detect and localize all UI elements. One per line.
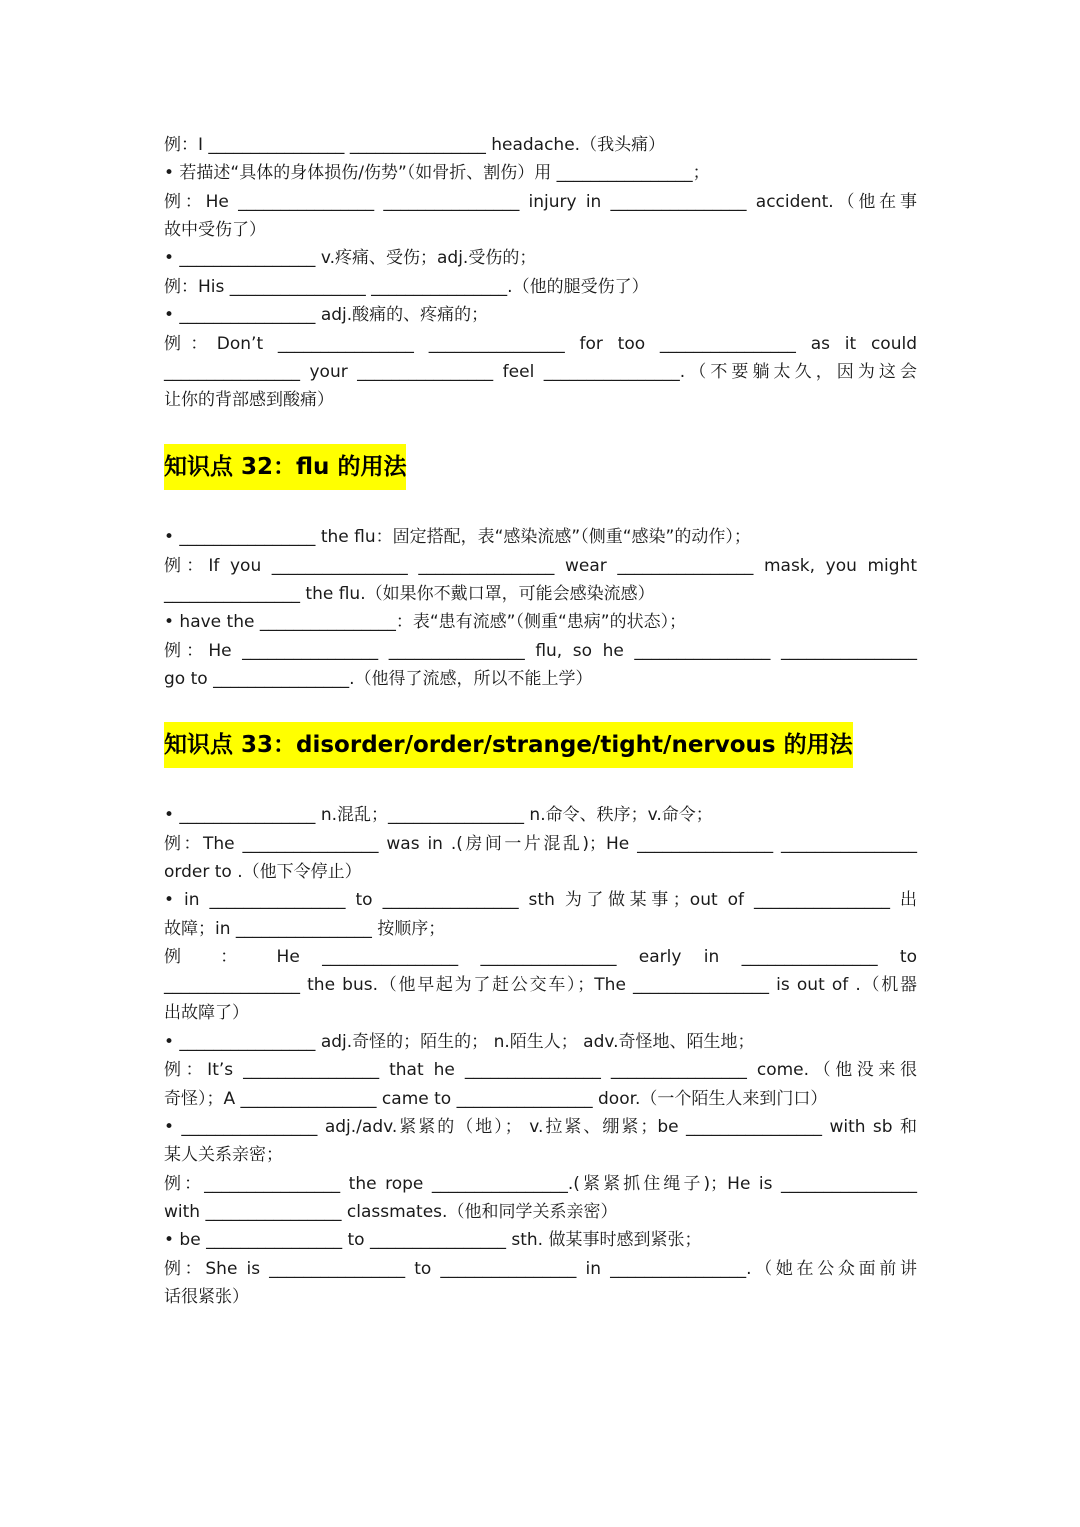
text-line: 例：She is ________________ to ________________ in ________________.（她在公众面前讲 bbox=[164, 1259, 917, 1279]
text-line: 例：________________ the rope ________________.(紧紧抓住绳子)；He is ________________ bbox=[164, 1174, 917, 1194]
text-line: 某人关系亲密； bbox=[164, 1145, 283, 1165]
text-line: ________________ your ________________ feel ________________.（不要躺太久，因为这会 bbox=[164, 362, 917, 382]
text-line: • ________________ adj./adv.紧紧的（地）； v.拉紧、绷紧；be ________________ with sb 和 bbox=[164, 1117, 917, 1137]
text-line: • be ________________ to ________________ sth. 做某事时感到紧张； bbox=[164, 1230, 702, 1250]
text-line: 例：If you ________________ ________________ wear ________________ mask, you might bbox=[164, 556, 917, 576]
text-line: 例：The ________________ was in .(房间一片混乱)；He ________________ ________________ bbox=[164, 834, 917, 854]
text-line: 例：I ________________ ________________ headache.（我头痛） bbox=[164, 135, 666, 155]
text-line: • ________________ n.混乱；________________ n.命令、秩序；v.命令； bbox=[164, 805, 713, 825]
text-line: 例：His ________________ ________________.（他的腿受伤了） bbox=[164, 277, 649, 297]
text-line: • ________________ adj.奇怪的；陌生的； n.陌生人； adv.奇怪地、陌生地； bbox=[164, 1032, 755, 1052]
text-line: 例：Don’t ________________ ________________ for too ________________ as it could bbox=[164, 334, 917, 354]
text-line: go to ________________.（他得了流感，所以不能上学） bbox=[164, 669, 593, 689]
text-line: 例：He ________________ ________________ injury in ________________ accident.（他在事 bbox=[164, 192, 917, 212]
text-line: ________________ the flu.（如果你不戴口罩，可能会感染流感） bbox=[164, 584, 655, 604]
text-line: 故障；in ________________ 按顺序； bbox=[164, 919, 446, 939]
text-line: • have the ________________：表“患有流感”（侧重“患病”的状态）； bbox=[164, 612, 687, 632]
text-line: • ________________ v.疼痛、受伤；adj.受伤的； bbox=[164, 248, 537, 268]
text-line: with ________________ classmates.（他和同学关系亲密） bbox=[164, 1202, 618, 1222]
text-line: 出故障了） bbox=[164, 1003, 249, 1023]
text-line: order to .（他下令停止） bbox=[164, 862, 362, 882]
text-line: 例 ： He ________________ ________________ early in ________________ to bbox=[164, 947, 917, 967]
text-line: ________________ the bus.（他早起为了赶公交车）；The ________________ is out of .（机器 bbox=[164, 975, 917, 995]
text-line: 话很紧张） bbox=[164, 1287, 249, 1307]
text-line: • ________________ adj.酸痛的、疼痛的； bbox=[164, 305, 489, 325]
text-line: • in ________________ to ________________ sth 为了做某事；out of ________________ 出 bbox=[164, 890, 917, 910]
section-heading: 知识点 32：flu 的用法 bbox=[164, 444, 406, 490]
section-heading: 知识点 33：disorder/order/strange/tight/nervous 的用法 bbox=[164, 722, 853, 768]
text-line: • ________________ the flu：固定搭配，表“感染流感”（侧重“感染”的动作）； bbox=[164, 527, 751, 547]
text-line: 故中受伤了） bbox=[164, 220, 266, 240]
text-line: 让你的背部感到酸痛） bbox=[164, 390, 334, 410]
text-line: 奇怪）；A ________________ came to ________________ door.（一个陌生人来到门口） bbox=[164, 1089, 828, 1109]
text-line: 例：It’s ________________ that he ________________ ________________ come.（他没来很 bbox=[164, 1060, 917, 1080]
text-line: • 若描述“具体的身体损伤/伤势”（如骨折、割伤）用 ________________； bbox=[164, 163, 710, 183]
text-line: 例：He ________________ ________________ flu, so he ________________ ________________ bbox=[164, 641, 917, 661]
